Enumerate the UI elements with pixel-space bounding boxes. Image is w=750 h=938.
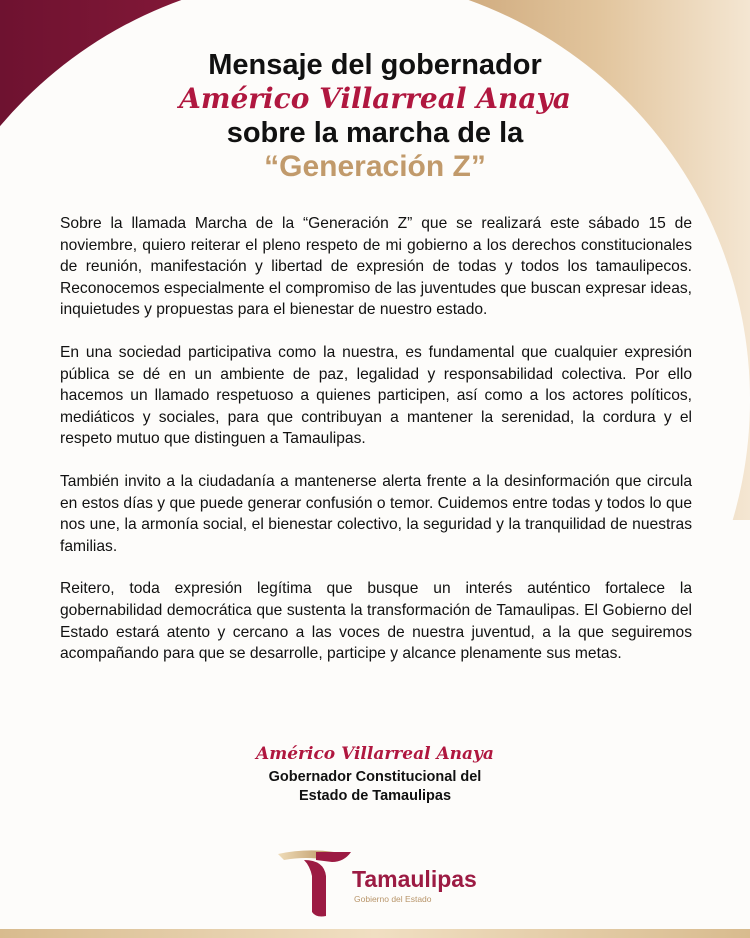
signature-name: Américo Villarreal Anaya	[256, 744, 494, 764]
signature	[0, 744, 750, 806]
paragraph: Reitero, toda expresión legítima que busque un interés auténtico fortalece la gobernabilidad democrática que sustenta la transformación de Tamaulipas. El Gobierno del Estado estará atento y cercano a las voces de nuestra juventud, a la que seguiremos acompañando para que se desarrolle, participe y alcance plenamente sus metas.	[60, 580, 692, 663]
title-line-3: sobre la marcha de la	[226, 117, 524, 149]
signature-role-2: Estado de Tamaulipas	[298, 788, 452, 804]
logo-subtitle: Gobierno del Estado	[354, 894, 432, 904]
paragraph: También invito a la ciudadanía a mantenerse alerta frente a la desinformación que circula en estos días y que puede generar confusión o temor. Cuidemos entre todas y todos lo que nos une, la armonía social, el bienestar colectivo, la seguridad y la tranquilidad de nuestras familias.	[60, 472, 692, 555]
t-eagle-icon	[276, 846, 351, 918]
tamaulipas-logo	[276, 846, 486, 918]
signature-role-1: Gobernador Constitucional del	[268, 769, 482, 785]
logo-name: Tamaulipas	[352, 866, 477, 892]
paragraph: Sobre la llamada Marcha de la “Generación Z” que se realizará este sábado 15 de noviembre, quiero reiterar el pleno respeto de mi gobierno a los derechos constitucionales de reunión, manifestación y libertad de expresión de todas y todos los tamaulipecos. Reconocemos especialmente el compromiso de las juventudes que buscan expresar ideas, inquietudes y propuestas para el bienestar de nuestro estado.	[60, 215, 692, 319]
paragraph: En una sociedad participativa como la nuestra, es fundamental que cualquier expresión pública se dé en un ambiente de paz, legalidad y responsabilidad colectiva. Por ello hacemos un llamado respetuoso a quienes participen, así como a los actores políticos, mediáticos y sociales, para que contribuyan a mantener la serenidad, la cordura y el respeto mutuo que distinguen a Tamaulipas.	[60, 343, 692, 448]
title-generacion-z: “Generación Z”	[264, 150, 486, 183]
gold-stripe	[0, 929, 750, 938]
header	[0, 0, 750, 184]
title-line-1: Mensaje del gobernador	[208, 49, 542, 81]
message-body	[60, 213, 692, 686]
governor-name-title: Américo Villarreal Anaya	[179, 82, 571, 115]
